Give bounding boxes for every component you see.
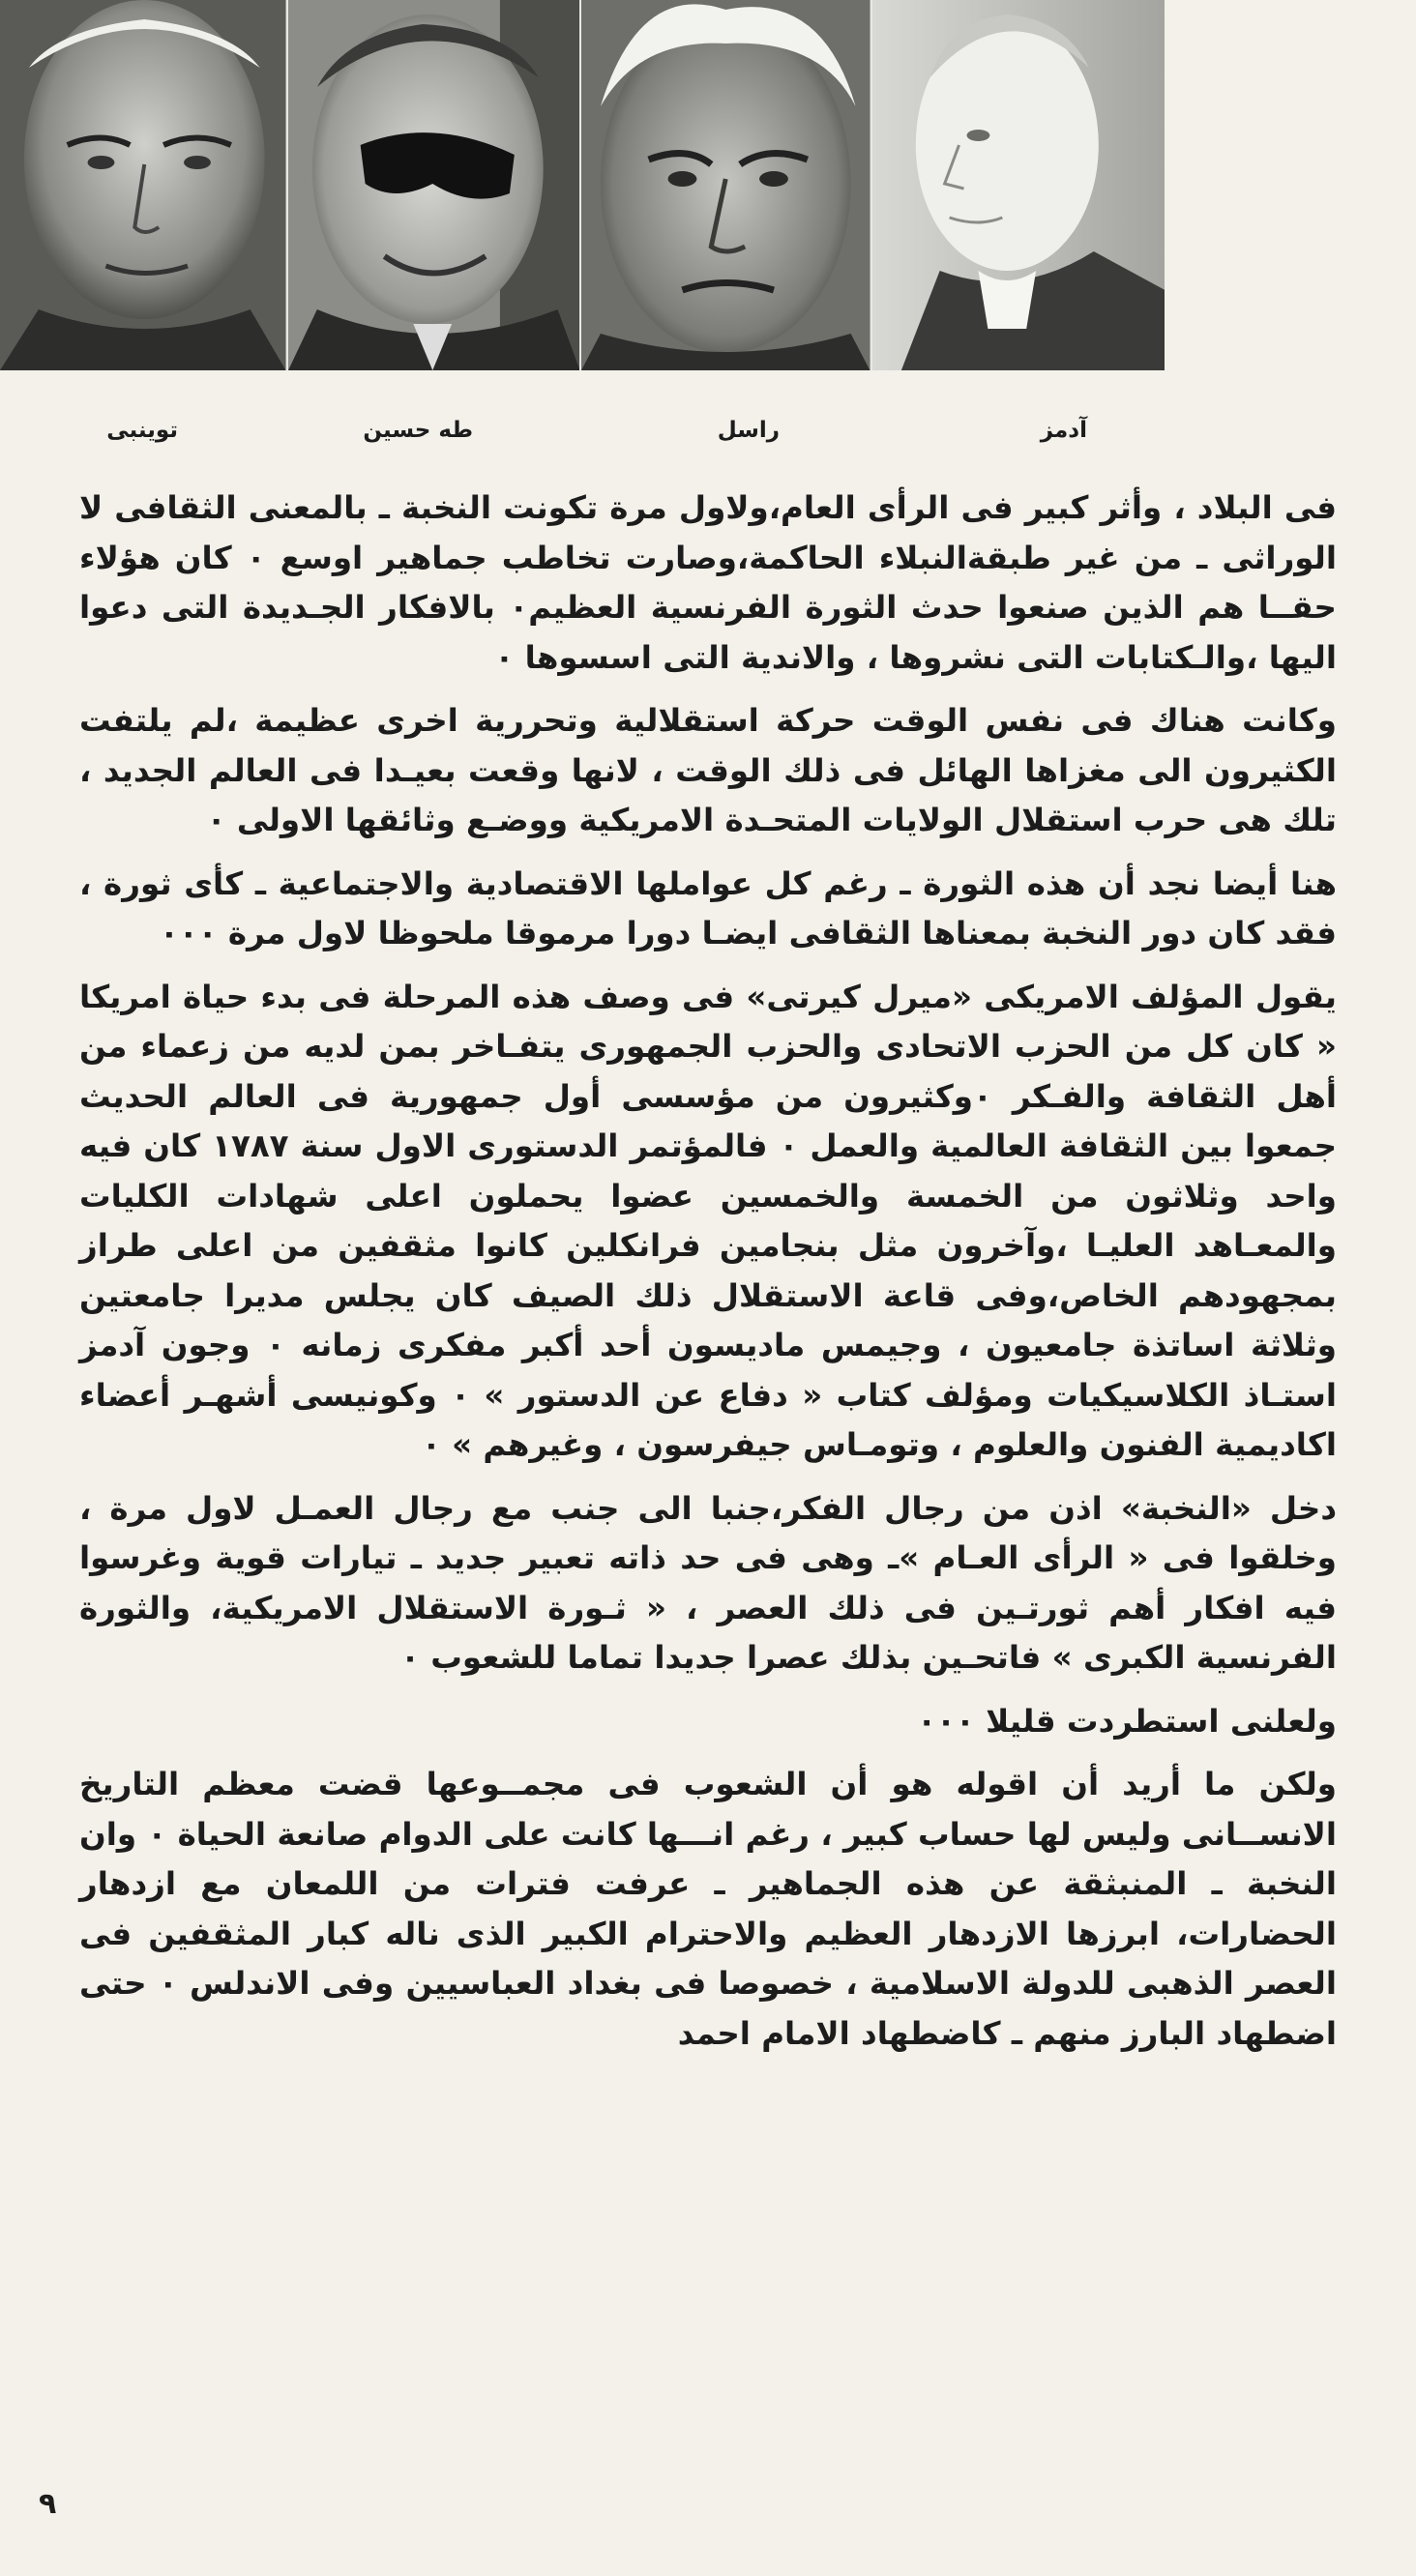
paragraph: ولعلنى استطردت قليلا ٠٠٠	[917, 1702, 1337, 1740]
paragraph: ولكن ما أريد أن اقوله هو أن الشعوب فى مجمــوعها قضت معظم التاريخ الانســانى وليس لها حساب كبير ، رغم انـــها كانت على الدوام صانعة الحياة ٠ وان النخبة ـ المنبثقة عن هذه الجماهير ـ عرفت فترات من اللمعان مع ازدهار الحضارات، ابرزها الازدهار العظيم والاحترام الكبير الذى ناله كبار المثقفين فى العصر الذهبى للدولة الاسلامية ، خصوصا فى بغداد العباسيين وفى الاندلس ٠ حتى اضطهاد البارز منهم ـ كاضطهاد الامام احمد	[79, 1766, 1337, 2052]
article-body	[79, 483, 1337, 2072]
paragraph: هنا أيضا نجد أن هذه الثورة ـ رغم كل عواملها الاقتصادية والاجتماعية ـ كأى ثورة ، فقد كان دور النخبة بمعناها الثقافى ايضـا دورا مرموقا ملحوظا لاول مرة ٠٠٠	[79, 864, 1337, 951]
caption-adams: آدمز	[1040, 418, 1087, 443]
portrait-adams	[872, 0, 1165, 370]
portrait-russell	[581, 0, 872, 370]
caption-taha-hussein: طه حسين	[363, 418, 473, 443]
caption-russell: راسل	[717, 418, 780, 443]
paragraph: يقول المؤلف الامريكى «ميرل كيرتى» فى وصف هذه المرحلة فى بدء حياة امريكا « كان كل من الحزب الاتحادى والحزب الجمهورى يتفـاخر بمن لديه من زعماء من أهل الثقافة والفـكر ٠وكثيرون من مؤسسى أول جمهورية فى العالم الحديث جمعوا بين الثقافة العالمية والعمل ٠ فالمؤتمر الدستورى الاول سنة ١٧٨٧ كان فيه واحد وثلاثون من الخمسة والخمسين عضوا يحملون اعلى شهادات الكليات والمعـاهد العليـا ،وآخرون مثل بنجامين فرانكلين كانوا مثقفين من اعلى طراز بمجهودهم الخاص،وفى قاعة الاستقلال ذلك الصيف كان يجلس مديرا جامعتين وثلاثة اساتذة جامعيون ، وجيمس ماديسون أحد أكبر مفكرى زمانه ٠ وجون آدمز استـاذ الكلاسيكيات ومؤلف كتاب « دفاع عن الدستور » ٠ وكونيسى أشهـر أعضاء اكاديمية الفنون والعلوم ، وتومـاس جيفرسون ، وغيرهم » ٠	[79, 978, 1338, 1463]
portrait-toynbee	[0, 0, 288, 370]
caption-toynbee: توينبى	[106, 418, 178, 443]
portrait-strip	[0, 0, 1165, 370]
paragraph: وكانت هناك فى نفس الوقت حركة استقلالية وتحررية اخرى عظيمة ،لم يلتفت الكثيرون الى مغزاها الهائل فى ذلك الوقت ، لانها وقعت بعيـدا فى العالم الجديد ، تلك هى حرب استقلال الولايات المتحـدة الامريكية ووضـع وثائقها الاولى ٠	[79, 702, 1337, 838]
portrait-taha-hussein	[288, 0, 581, 370]
paragraph: دخل «النخبة» اذن من رجال الفكر،جنبا الى جنب مع رجال العمـل لاول مرة ، وخلقوا فى « الرأى العـام »ـ وهى فى حد ذاته تعبير جديد ـ تيارات قوية وغرسوا فيه افكار أهم ثورتـين فى ذلك العصر ، « ثـورة الاستقلال الامريكية، والثورة الفرنسية الكبرى » فاتحـين بذلك عصرا جديدا تماما للشعوب ٠	[79, 1489, 1337, 1676]
paragraph: فى البلاد ، وأثر كبير فى الرأى العام،ولاول مرة تكونت النخبة ـ بالمعنى الثقافى لا الوراثى ـ من غير طبقةالنبلاء الحاكمة،وصارت تخاطب جماهير اوسع ٠ كان هؤلاء حقــا هم الذين صنعوا حدث الثورة الفرنسية العظيم٠ بالافكار الجـديدة التى دعوا اليها ،والـكتابات التى نشروها ، والاندية التى اسسوها ٠	[79, 489, 1338, 676]
page-number: ٩	[39, 2487, 57, 2521]
portrait-captions	[0, 418, 1416, 456]
